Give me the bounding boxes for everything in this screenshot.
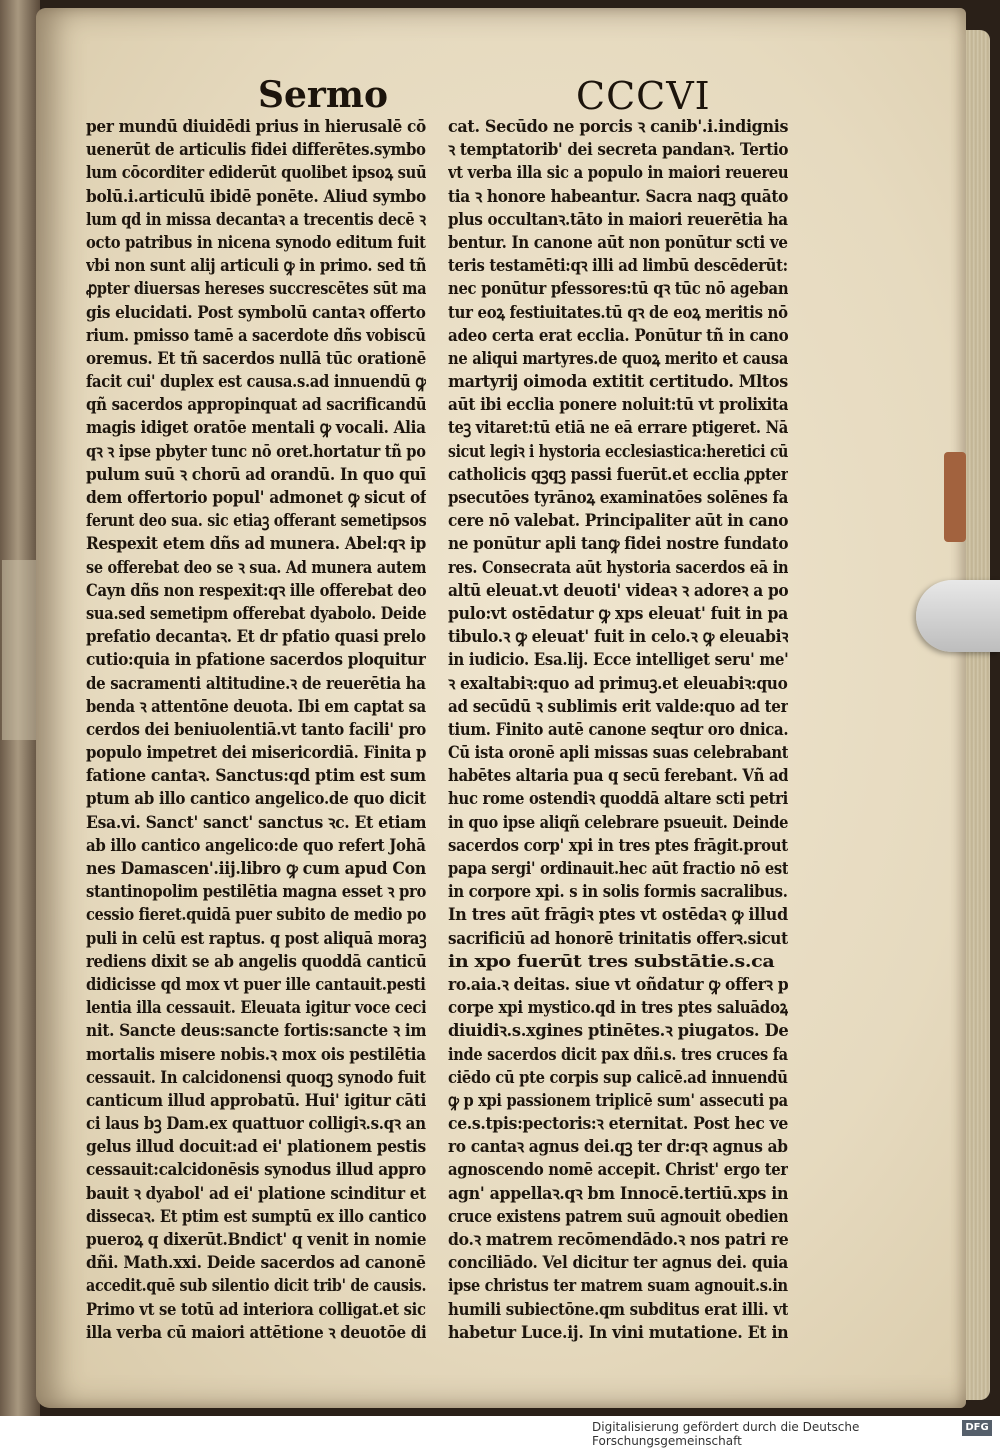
text-line: cere nō valebat. Principaliter aūt in cano xyxy=(448,511,788,532)
text-line: adeo certa erat ecclia. Ponūtur tñ in cano xyxy=(448,325,788,346)
text-line: conciliādo. Vel dicitur ter agnus dei. quia xyxy=(448,1253,788,1274)
text-line: diuidiꝛ.s.xgines ptinētes.ꝛ piugatos. De xyxy=(448,1021,788,1042)
facing-page-fragment xyxy=(2,560,38,740)
text-line: tium. Finito autē canone seqtur oro dnica. xyxy=(448,719,788,740)
dfg-logo: DFG xyxy=(962,1420,992,1436)
facing-page-edge xyxy=(0,0,40,1416)
text-line: sacerdos corp' xpi in tres ptes frāgit.prout xyxy=(448,835,788,856)
text-line: gelus illud docuit:ad ei' plationem pestis xyxy=(86,1137,426,1158)
text-line: inde sacerdos dicit pax dñi.s. tres cruces fa xyxy=(448,1044,788,1065)
text-line: do.ꝛ matrem recōmendādo.ꝛ nos patri re xyxy=(448,1230,788,1250)
text-line: cessauit. In calcidonensi quoqꝫ synodo fuit xyxy=(86,1067,426,1088)
text-line: ipse christus ter matrem suam agnouit.s.in xyxy=(448,1276,788,1297)
text-line: ab illo cantico angelico:de quo refert Johā xyxy=(86,835,426,856)
text-line: ad secūdū ꝛ sublimis erit valde:quo ad ter xyxy=(448,696,788,717)
text-line: plus occultanꝛ.tāto in maiori reuerētia ha xyxy=(448,209,788,230)
text-line: qꝛ ꝛ ipse pbyter tunc nō oret.hortatur tñ po xyxy=(86,441,426,462)
text-line: facit cui' duplex est causa.s.ad innuendū ꝙ xyxy=(86,372,426,393)
text-line: ro cantaꝛ agnus dei.qꝫ ter dr:qꝛ agnus ab xyxy=(448,1137,788,1158)
text-line: in corpore xpi. s in solis formis sacralibus. xyxy=(448,882,788,903)
text-line: ꝛ exaltabiꝛ:quo ad primuꝫ.et eleuabiꝛ:quo xyxy=(448,673,788,694)
text-line: in iudicio. Esa.lij. Ecce intelliget seru' me' xyxy=(448,650,788,671)
text-line: lum cōcorditer ediderūt quolibet ipsoꝝ suū xyxy=(86,163,426,184)
text-line: agn' appellaꝛ.qꝛ bm Innocē.tertiū.xps in xyxy=(448,1183,788,1204)
text-line: aūt ibi ecclia ponere noluit:tū vt prolixita xyxy=(448,395,788,416)
text-line: Respexit etem dñs ad munera. Abel:qꝛ ip xyxy=(86,534,426,555)
text-line: tur eoꝝ festiuitates.tū qꝛ de eoꝝ meritis nō xyxy=(448,302,788,323)
text-line: sua.sed semetipm offerebat dyabolo. Deide xyxy=(86,603,426,624)
text-line: per mundū diuidēdi prius in hierusalē cō xyxy=(86,117,426,137)
text-line: agnoscendo nomē accepit. Christ' ergo ter xyxy=(448,1160,788,1181)
text-line: Cū ista oronē apli missas suas celebrabant xyxy=(448,743,788,764)
text-line: sacrificiū ad honorē trinitatis offerꝛ.sicut xyxy=(448,928,788,949)
text-line: se offerebat deo se ꝛ sua. Ad munera autem xyxy=(86,557,426,578)
text-column-right xyxy=(448,116,788,1345)
text-line: tia ꝛ honore habeantur. Sacra naqꝫ quāto xyxy=(448,186,788,207)
text-line: humili subiectōne.qm subditus erat illi. vt xyxy=(448,1299,788,1320)
text-line: dem offertorio popul' admonet ꝙ sicut of xyxy=(86,488,426,508)
text-line: prefatio decantaꝛ. Et dr pfatio quasi prelo xyxy=(86,627,426,648)
text-line: ce.s.tpis:pectoris:ꝛ eternitat. Post hec ve xyxy=(448,1114,788,1135)
text-line: in quo ipse aliqñ celebrare psueuit. Deinde xyxy=(448,812,788,833)
text-line: ci laus bꝫ Dam.ex quattuor colligiꝛ.s.qꝛ an xyxy=(86,1114,426,1135)
text-line: dissecaꝛ. Et ptim est sumptū ex illo cantico xyxy=(86,1206,426,1227)
text-line: gis elucidati. Post symbolū cantaꝛ offerto xyxy=(86,302,426,323)
text-line: huc rome ostendiꝛ quoddā altare scti petri xyxy=(448,789,788,810)
text-line: ꝓpter diuersas hereses succrescētes sūt ma xyxy=(86,279,426,300)
text-line: Cayn dñs non respexit:qꝛ ille offerebat deo xyxy=(86,580,426,601)
text-line: pulum suū ꝛ chorū ad orandū. In quo quī xyxy=(86,464,426,485)
text-line: cerdos dei beniuolentiā.vt tanto facili' pro xyxy=(86,719,426,740)
text-line: fatione cantaꝛ. Sanctus:qd ptim est sum xyxy=(86,766,426,787)
text-line: cessauit:calcidonēsis synodus illud appro xyxy=(86,1160,426,1181)
text-line: uenerūt de articulis fidei differētes.symbo xyxy=(86,140,426,161)
text-line: sicut legiꝛ i hystoria ecclesiastica:heretici cū xyxy=(448,441,788,462)
text-line: mortalis misere nobis.ꝛ mox ois pestilētia xyxy=(86,1044,426,1065)
text-line: habētes altaria pua q secū ferebant. Vñ ad xyxy=(448,766,788,787)
folio-number: CCCVI xyxy=(576,74,711,118)
text-line: bauit ꝛ dyabol' ad ei' platione scinditur et xyxy=(86,1183,426,1204)
text-line: teris testamēti:qꝛ illi ad limbū descēderūt: xyxy=(448,256,788,277)
text-line: ro.aia.ꝛ deitas. siue vt oñdatur ꝙ offerꝛ p xyxy=(448,974,788,995)
text-line: ꝙ p xpi passionem triplicē sum' assecuti pa xyxy=(448,1090,788,1111)
text-line: oremus. Et tñ sacerdos nullā tūc orationē xyxy=(86,348,426,369)
text-line: rium. pmisso tamē a sacerdote dñs vobiscū xyxy=(86,325,426,346)
text-line: catholicis qꝫqꝫ passi fuerūt.et ecclia ꝓpter xyxy=(448,464,788,485)
text-column-left xyxy=(86,116,426,1345)
text-line: populo impetret dei misericordiā. Finita p xyxy=(86,743,426,764)
text-line: pulo:vt ostēdatur ꝙ xps eleuat' fuit in pa xyxy=(448,603,788,624)
text-line: stantinopolim pestilētia magna esset ꝛ pro xyxy=(86,882,426,903)
text-line: illa verba cū maiori attētione ꝛ deuotōe di xyxy=(86,1322,426,1343)
text-line: Esa.vi. Sanct' sanct' sanctus ꝛc. Et etiam xyxy=(86,812,426,833)
text-line: de sacramenti altitudine.ꝛ de reuerētia ha xyxy=(86,673,426,694)
text-line: bentur. In canone aūt non ponūtur scti ve xyxy=(448,232,788,253)
text-line: puli in celū est raptus. q post aliquā moraꝫ xyxy=(86,928,426,949)
text-line: corpe xpi mystico.qd in tres ptes saluādoꝝ xyxy=(448,998,788,1019)
text-line: altū eleuat.vt deuoti' videaꝛ ꝛ adoreꝛ a po xyxy=(448,580,788,601)
text-line: in xpo fuerūt tres substātie.s.ca xyxy=(448,951,775,972)
text-line: cat. Secūdo ne porcis ꝛ canib'.i.indignis xyxy=(448,117,788,137)
text-line: didicisse qd mox vt puer ille cantauit.pesti xyxy=(86,974,426,995)
text-line: ꝛ temptatorib' dei secreta pandanꝛ. Tertio xyxy=(448,140,788,161)
leather-tab xyxy=(944,452,966,542)
running-title: Sermo xyxy=(258,74,388,116)
text-line: nec ponūtur pfessores:tū qꝛ tūc nō ageban xyxy=(448,279,788,300)
text-line: canticum illud approbatū. Hui' igitur cāti xyxy=(86,1090,426,1111)
metal-page-clip xyxy=(916,580,1000,652)
text-line: nit. Sancte deus:sancte fortis:sancte ꝛ im xyxy=(86,1021,426,1042)
text-line: ne ponūtur apli tanꝙ fidei nostre fundato xyxy=(448,534,788,555)
text-line: vbi non sunt alij articuli ꝙ in primo. sed tñ xyxy=(86,256,426,277)
text-line: lentia illa cessauit. Eleuata igitur voce ceci xyxy=(86,998,426,1019)
text-line: cessio fieret.quidā puer subito de medio po xyxy=(86,905,426,926)
text-line: psecutōes tyrānoꝝ examinatōes solēnes fa xyxy=(448,488,788,508)
text-line: rediens dixit se ab angelis quoddā canticū xyxy=(86,951,426,972)
text-line: ciēdo cū pte corpis sup calicē.ad innuendū xyxy=(448,1067,788,1088)
text-line: qñ sacerdos appropinquat ad sacrificandū xyxy=(86,395,426,416)
text-line: Primo vt se totū ad interiora colligat.et sic xyxy=(86,1299,426,1320)
text-line: magis idiget oratōe mentali ꝙ vocali. Alia xyxy=(86,418,426,439)
text-line: tibulo.ꝛ ꝙ eleuat' fuit in celo.ꝛ ꝙ eleuabiꝛ xyxy=(448,627,788,648)
text-line: cruce existens patrem suū agnouit obedien xyxy=(448,1206,788,1227)
text-line: benda ꝛ attentōne deuota. Ibi em captat sa xyxy=(86,696,426,717)
text-line: In tres aūt frāgiꝛ ptes vt ostēdaꝛ ꝙ illud xyxy=(448,905,788,926)
text-line: papa sergi' ordinauit.hec aūt fractio nō est xyxy=(448,859,788,879)
text-line: dñi. Math.xxi. Deide sacerdos ad canonē xyxy=(86,1253,426,1274)
footer-credit: Digitalisierung gefördert durch die Deutsche Forschungsgemeinschaft xyxy=(592,1420,860,1448)
text-line: ptum ab illo cantico angelico.de quo dicit xyxy=(86,789,426,810)
text-line: teꝫ vitaret:tū etiā ne eā errare ptigeret. Nā xyxy=(448,418,788,439)
text-line: martyrij oimoda extitit certitudo. Mltos xyxy=(448,372,788,393)
text-line: habetur Luce.ij. In vini mutatione. Et in xyxy=(448,1322,788,1343)
text-line: bolū.i.articulū ibidē ponēte. Aliud symbo xyxy=(86,186,426,207)
text-line: nes Damascen'.iij.libro ꝙ cum apud Con xyxy=(86,859,426,879)
text-line: ferunt deo sua. sic etiaꝫ offerant semetipsos xyxy=(86,511,426,532)
text-line: res. Consecrata aūt hystoria sacerdos eā in xyxy=(448,557,788,578)
text-line: octo patribus in nicena synodo editum fuit xyxy=(86,232,426,253)
text-line: vt verba illa sic a populo in maiori reuereu xyxy=(448,163,788,184)
text-line: pueroꝝ q dixerūt.Bndict' q venit in nomie xyxy=(86,1230,426,1250)
text-line: accedit.quē sub silentio dicit trib' de causis. xyxy=(86,1276,426,1297)
text-line: cutio:quia in pfatione sacerdos ploquitur xyxy=(86,650,426,671)
text-line: ne aliqui martyres.de quoꝝ merito et causa xyxy=(448,348,788,369)
text-line: lum qd in missa decantaꝛ a trecentis decē ꝛ xyxy=(86,209,426,230)
